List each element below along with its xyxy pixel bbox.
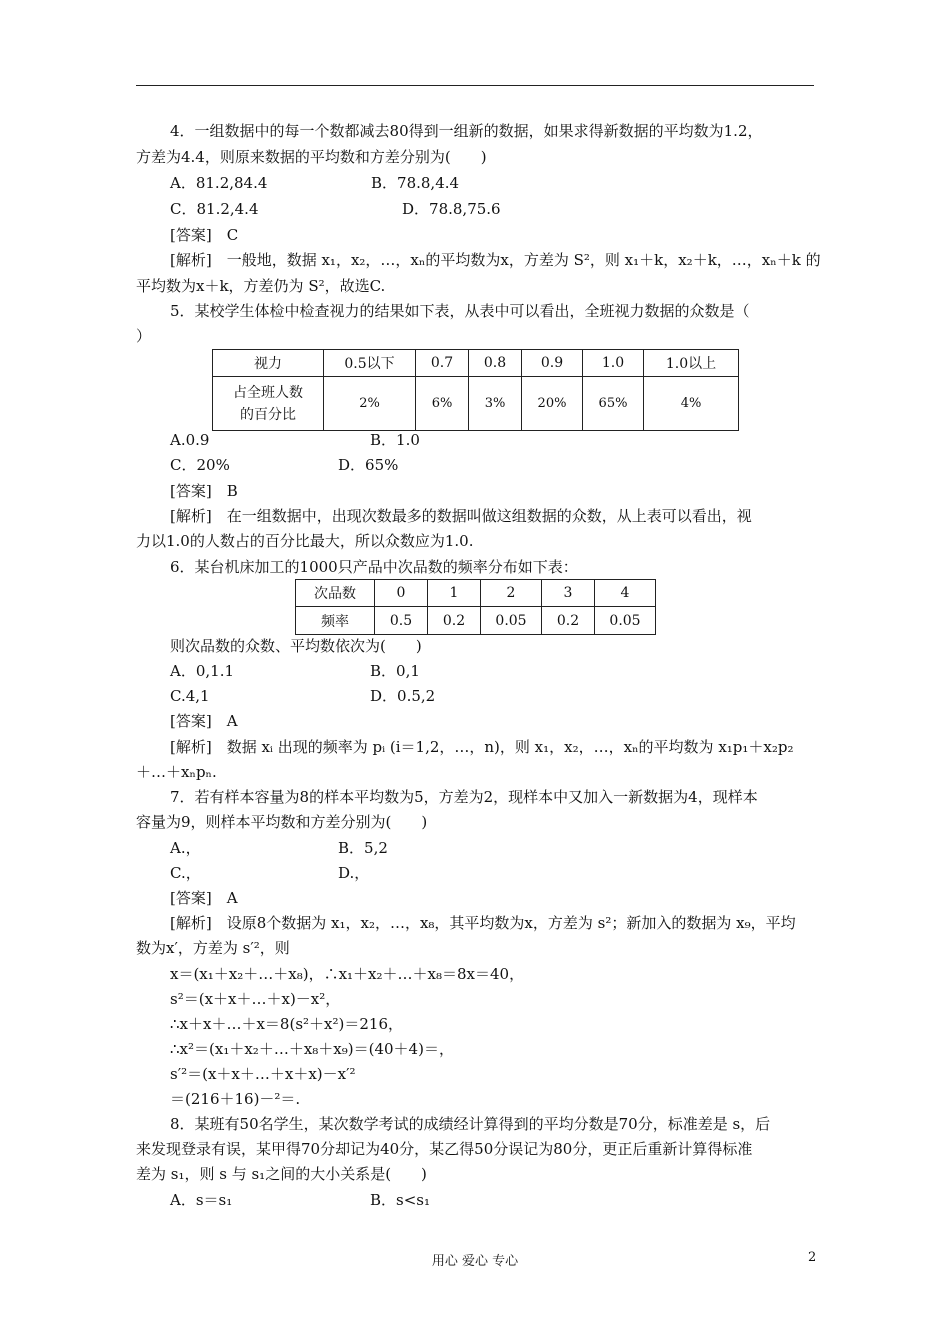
vision-header-cell: 视力 bbox=[213, 350, 324, 377]
header-rule bbox=[136, 85, 814, 86]
q6-option-c: C.4,1 bbox=[170, 687, 210, 705]
vision-header-cell: 0.8 bbox=[469, 350, 522, 377]
defect-row-cell: 0.05 bbox=[595, 607, 656, 635]
q5-stem-line1: 5．某校学生体检中检查视力的结果如下表，从表中可以看出，全班视力数据的众数是（ bbox=[170, 302, 750, 320]
vision-value-cell: 65% bbox=[583, 377, 644, 431]
q6-option-b: B．0,1 bbox=[370, 662, 420, 680]
q4-option-d: D．78.8,75.6 bbox=[402, 200, 501, 218]
q6-answer: [答案] A bbox=[170, 712, 238, 730]
vision-row-label-line1: 占全班人数 bbox=[233, 384, 303, 401]
q6-explanation-line1: [解析] 数据 xᵢ 出现的频率为 pᵢ (i＝1,2，…，n)，则 x₁，x₂，…，xₙ的平均数为 x₁p₁＋x₂p₂ bbox=[170, 738, 794, 756]
q4-stem-line1: 4．一组数据中的每一个数都减去80得到一组新的数据，如果求得新数据的平均数为1.2， bbox=[170, 122, 763, 140]
q8-stem-line1: 8．某班有50名学生，某次数学考试的成绩经计算得到的平均分数是70分，标准差是 s，后 bbox=[170, 1115, 771, 1133]
q5-option-d: D．65% bbox=[338, 456, 399, 474]
vision-header-cell: 0.7 bbox=[416, 350, 469, 377]
defect-header-cell: 4 bbox=[595, 580, 656, 607]
q7-option-d: D.， bbox=[338, 864, 370, 882]
defect-row-cell: 0.2 bbox=[428, 607, 481, 635]
page-footer: 用心 爱心 专心 bbox=[431, 1254, 519, 1269]
q7-stem-line1: 7．若有样本容量为8的样本平均数为5，方差为2，现样本中又加入一新数据为4，现样本 bbox=[170, 788, 758, 806]
vision-value-cell: 3% bbox=[469, 377, 522, 431]
q6-option-a: A．0,1.1 bbox=[170, 662, 234, 680]
vision-value-cell: 2% bbox=[324, 377, 416, 431]
q4-explanation-line2: 平均数为x＋k，方差仍为 S²，故选C. bbox=[136, 277, 386, 295]
q7-formula-6: ＝(216＋16)－²＝. bbox=[170, 1090, 301, 1108]
q8-stem-line2: 来发现登录有误，某甲得70分却记为40分，某乙得50分误记为80分，更正后重新计算得标准 bbox=[136, 1140, 753, 1158]
q5-explanation-line1: [解析] 在一组数据中，出现次数最多的数据叫做这组数据的众数，从上表可以看出，视 bbox=[170, 507, 752, 525]
q7-formula-4: ∴x²＝(x₁＋x₂＋…＋x₈＋x₉)＝(40＋4)＝， bbox=[170, 1040, 454, 1058]
q7-option-c: C.， bbox=[170, 864, 201, 882]
q4-answer: [答案] C bbox=[170, 226, 239, 244]
q7-option-a: A.， bbox=[170, 839, 201, 857]
q8-stem-line3: 差为 s₁，则 s 与 s₁之间的大小关系是( ) bbox=[136, 1165, 427, 1183]
q5-stem-line2: ） bbox=[136, 327, 152, 345]
q7-formula-3: ∴x＋x＋…＋x＝8(s²＋x²)＝216， bbox=[170, 1015, 403, 1033]
vision-value-cell: 6% bbox=[416, 377, 469, 431]
vision-value-cell: 4% bbox=[644, 377, 739, 431]
q5-answer: [答案] B bbox=[170, 482, 238, 500]
q4-explanation-line1: [解析] 一般地，数据 x₁，x₂，…，xₙ的平均数为x，方差为 S²，则 x₁＋k，x₂＋k，…，xₙ＋k 的 bbox=[170, 251, 821, 269]
defect-header-cell: 0 bbox=[375, 580, 428, 607]
q4-option-a: A．81.2,84.4 bbox=[170, 174, 268, 192]
q4-option-b: B．78.8,4.4 bbox=[371, 174, 460, 192]
defect-header-cell: 2 bbox=[481, 580, 542, 607]
vision-value-cell: 20% bbox=[522, 377, 583, 431]
vision-header-cell: 1.0以上 bbox=[644, 350, 739, 377]
q5-option-c: C．20% bbox=[170, 456, 230, 474]
q4-option-c: C．81.2,4.4 bbox=[170, 200, 259, 218]
defect-row-cell: 频率 bbox=[296, 607, 375, 635]
q5-explanation-line2: 力以1.0的人数占的百分比最大，所以众数应为1.0. bbox=[136, 532, 474, 550]
vision-row-label bbox=[213, 377, 324, 431]
vision-header-cell: 0.9 bbox=[522, 350, 583, 377]
vision-header-cell: 0.5以下 bbox=[324, 350, 416, 377]
vision-header-cell: 1.0 bbox=[583, 350, 644, 377]
defect-header-cell: 3 bbox=[542, 580, 595, 607]
q7-formula-2: s²＝(x＋x＋…＋x)－x²， bbox=[170, 990, 341, 1008]
q7-answer: [答案] A bbox=[170, 889, 238, 907]
q7-formula-5: s′²＝(x＋x＋…＋x＋x)－x′² bbox=[170, 1065, 356, 1083]
q4-stem-line2: 方差为4.4，则原来数据的平均数和方差分别为( ) bbox=[136, 148, 487, 166]
q7-option-b: B．5,2 bbox=[338, 839, 388, 857]
q7-stem-line2: 容量为9，则样本平均数和方差分别为( ) bbox=[136, 813, 428, 831]
defect-row-cell: 0.05 bbox=[481, 607, 542, 635]
defect-header-cell: 次品数 bbox=[296, 580, 375, 607]
defect-row-cell: 0.2 bbox=[542, 607, 595, 635]
q7-explanation-line1: [解析] 设原8个数据为 x₁，x₂，…，x₈，其平均数为x，方差为 s²；新加入的数据为 x₉，平均 bbox=[170, 914, 796, 932]
q6-option-d: D．0.5,2 bbox=[370, 687, 436, 705]
q5-option-a: A.0.9 bbox=[170, 431, 210, 449]
q6-explanation-line2: ＋…＋xₙpₙ. bbox=[136, 763, 217, 781]
vision-table bbox=[212, 349, 739, 431]
q8-option-b: B．s<s₁ bbox=[370, 1191, 431, 1209]
q5-option-b: B．1.0 bbox=[370, 431, 420, 449]
q7-explanation-line2: 数为x′，方差为 s′²，则 bbox=[136, 939, 290, 957]
q7-formula-1: x＝(x₁＋x₂＋…＋x₈)，∴x₁＋x₂＋…＋x₈＝8x＝40， bbox=[170, 965, 525, 983]
q6-stem-line2: 则次品数的众数、平均数依次为( ) bbox=[170, 637, 422, 655]
defect-row-cell: 0.5 bbox=[375, 607, 428, 635]
q6-stem-line1: 6．某台机床加工的1000只产品中次品数的频率分布如下表： bbox=[170, 558, 578, 576]
defect-header-cell: 1 bbox=[428, 580, 481, 607]
q8-option-a: A．s＝s₁ bbox=[170, 1191, 233, 1209]
vision-row-label-line2: 的百分比 bbox=[240, 406, 296, 423]
defect-table bbox=[295, 579, 656, 635]
page-number: 2 bbox=[808, 1250, 817, 1265]
